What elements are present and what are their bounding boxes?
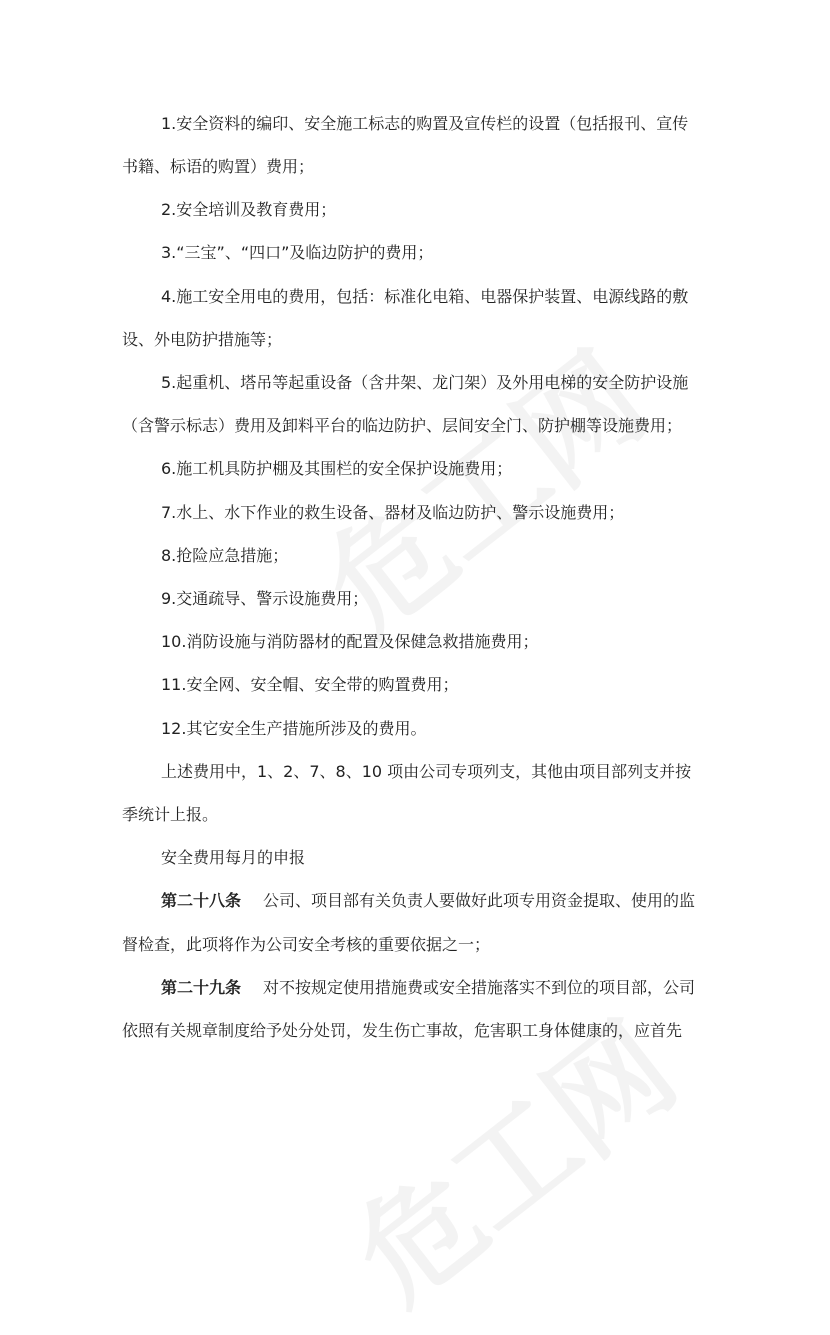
- article-28-line-1: [161, 891, 695, 911]
- item-9: 9.交通疏导、警示设施费用；: [161, 589, 369, 608]
- summary-line-2: 季统计上报。: [122, 805, 219, 824]
- item-1-line-2: 书籍、标语的购置）费用；: [122, 157, 315, 176]
- article-29-label: 第二十九条: [161, 978, 242, 997]
- item-3: 3.“三宝”、“四口”及临边防护的费用；: [161, 243, 434, 262]
- article-29-text: 对不按规定使用措施费或安全措施落实不到位的项目部，公司: [263, 978, 696, 997]
- item-5-line-1: 5.起重机、塔吊等起重设备（含井架、龙门架）及外用电梯的安全防护设施: [161, 373, 689, 392]
- item-4-line-1: 4.施工安全用电的费用，包括：标准化电箱、电器保护装置、电源线路的敷: [161, 287, 689, 306]
- article-28-label: 第二十八条: [161, 891, 242, 910]
- article-29-line-1: [161, 978, 695, 998]
- item-7: 7.水上、水下作业的救生设备、器材及临边防护、警示设施费用；: [161, 503, 625, 522]
- item-1-line-1: 1.安全资料的编印、安全施工标志的购置及宣传栏的设置（包括报刊、宣传: [161, 114, 689, 133]
- summary-line-1: 上述费用中，1、2、7、8、10 项由公司专项列支，其他由项目部列支并按: [161, 762, 692, 781]
- article-28-text: 公司、项目部有关负责人要做好此项专用资金提取、使用的监: [263, 891, 696, 910]
- watermark: [285, 307, 675, 664]
- section-heading: 安全费用每月的申报: [161, 848, 306, 867]
- article-29-line-2: 依照有关规章制度给予处分处罚，发生伤亡事故，危害职工身体健康的，应首先: [122, 1021, 683, 1040]
- item-8: 8.抢险应急措施；: [161, 546, 289, 565]
- item-12: 12.其它安全生产措施所涉及的费用。: [161, 719, 427, 738]
- item-2: 2.安全培训及教育费用；: [161, 200, 337, 219]
- item-11: 11.安全网、安全帽、安全带的购置费用；: [161, 675, 459, 694]
- item-5-line-2: （含警示标志）费用及卸料平台的临边防护、层间安全门、防护棚等设施费用；: [122, 416, 683, 435]
- item-10: 10.消防设施与消防器材的配置及保健急救措施费用；: [161, 632, 539, 651]
- article-28-line-2: 督检查，此项将作为公司安全考核的重要依据之一；: [122, 935, 491, 954]
- item-4-line-2: 设、外电防护措施等；: [122, 330, 283, 349]
- item-6: 6.施工机具防护棚及其围栏的安全保护设施费用；: [161, 459, 513, 478]
